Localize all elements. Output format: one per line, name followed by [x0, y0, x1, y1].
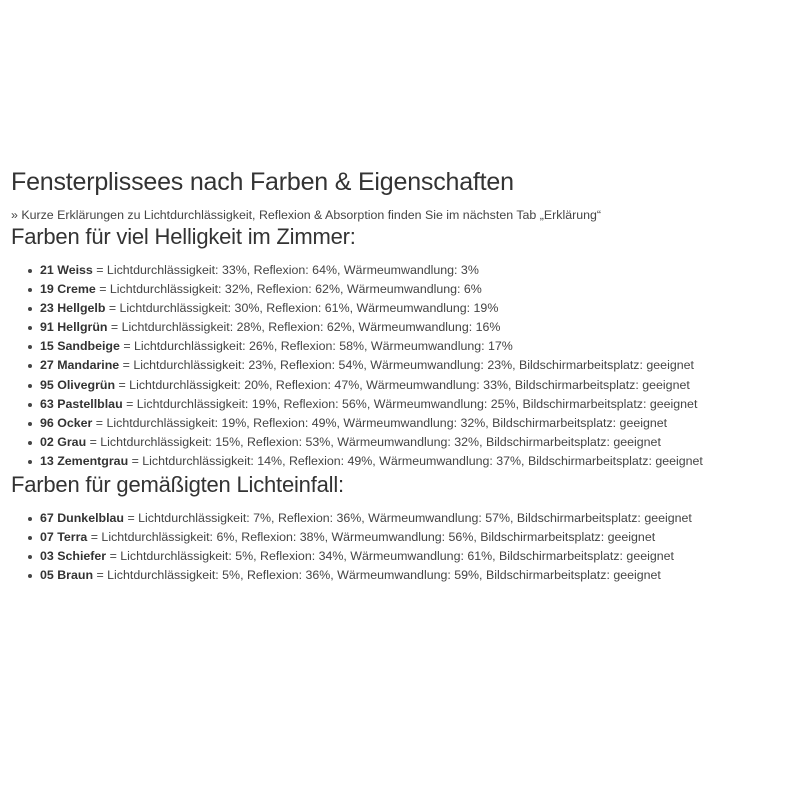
bullet-icon: [28, 555, 32, 559]
content-area: [11, 166, 796, 585]
list-item: [28, 547, 796, 566]
intro-text: » Kurze Erklärungen zu Lichtdurchlässigkeit, Reflexion & Absorption finden Sie im nächsten Tab „Erklärung“: [11, 208, 602, 222]
bullet-icon: [28, 288, 32, 292]
color-list-bright: [11, 261, 796, 471]
list-item: [28, 318, 796, 337]
color-name: 19 Creme: [40, 282, 96, 297]
list-item: [28, 395, 796, 414]
color-name: 07 Terra: [40, 530, 88, 545]
bullet-icon: [28, 326, 32, 330]
bullet-icon: [28, 460, 32, 464]
list-item: [28, 280, 796, 299]
list-item: [28, 299, 796, 318]
color-properties: = Lichtdurchlässigkeit: 15%, Reflexion: 53%, Wärmeumwandlung: 32%, Bildschirmarbeitsplatz: geeignet: [86, 434, 661, 449]
section-heading-bright: Farben für viel Helligkeit im Zimmer:: [11, 224, 356, 249]
bullet-icon: [28, 384, 32, 388]
list-item: [28, 261, 796, 280]
color-properties: = Lichtdurchlässigkeit: 19%, Reflexion: 49%, Wärmeumwandlung: 32%, Bildschirmarbeitsplatz: geeignet: [92, 415, 668, 430]
bullet-icon: [28, 422, 32, 426]
color-properties: = Lichtdurchlässigkeit: 7%, Reflexion: 36%, Wärmeumwandlung: 57%, Bildschirmarbeitsplatz: geeignet: [124, 511, 692, 526]
bullet-icon: [28, 403, 32, 407]
bullet-icon: [28, 269, 32, 273]
bullet-icon: [28, 574, 32, 578]
color-name: 95 Olivegrün: [40, 377, 116, 392]
list-item: [28, 566, 796, 585]
list-item: [28, 337, 796, 356]
list-item: [28, 356, 796, 375]
color-properties: = Lichtdurchlässigkeit: 23%, Reflexion: 54%, Wärmeumwandlung: 23%, Bildschirmarbeitsplatz: geeignet: [119, 358, 694, 373]
section-heading-moderate: Farben für gemäßigten Lichteinfall:: [11, 472, 344, 498]
color-properties: = Lichtdurchlässigkeit: 5%, Reflexion: 36%, Wärmeumwandlung: 59%, Bildschirmarbeitsplatz: geeignet: [93, 568, 661, 583]
color-properties: = Lichtdurchlässigkeit: 6%, Reflexion: 38%, Wärmeumwandlung: 56%, Bildschirmarbeitsplatz: geeignet: [87, 530, 656, 545]
color-name: 23 Hellgelb: [40, 301, 106, 316]
color-properties: = Lichtdurchlässigkeit: 33%, Reflexion: 64%, Wärmeumwandlung: 3%: [92, 263, 479, 277]
color-properties: = Lichtdurchlässigkeit: 30%, Reflexion: 61%, Wärmeumwandlung: 19%: [105, 301, 499, 316]
color-name: 67 Dunkelblau: [40, 511, 125, 526]
color-properties: = Lichtdurchlässigkeit: 5%, Reflexion: 34%, Wärmeumwandlung: 61%, Bildschirmarbeitsplatz: geeignet: [106, 549, 674, 564]
color-properties: = Lichtdurchlässigkeit: 20%, Reflexion: 47%, Wärmeumwandlung: 33%, Bildschirmarbeitsplatz: geeignet: [115, 377, 690, 392]
list-item: [28, 376, 796, 395]
color-properties: = Lichtdurchlässigkeit: 26%, Reflexion: 58%, Wärmeumwandlung: 17%: [119, 339, 513, 354]
color-name: 05 Braun: [40, 568, 94, 583]
bullet-icon: [28, 364, 32, 368]
list-item: [28, 433, 796, 452]
color-properties: = Lichtdurchlässigkeit: 14%, Reflexion: 49%, Wärmeumwandlung: 37%, Bildschirmarbeitsplatz: geeignet: [128, 453, 703, 468]
color-name: 96 Ocker: [40, 415, 93, 430]
color-name: 63 Pastellblau: [40, 396, 123, 411]
color-properties: = Lichtdurchlässigkeit: 32%, Reflexion: 62%, Wärmeumwandlung: 6%: [95, 282, 482, 297]
color-name: 27 Mandarine: [40, 358, 120, 373]
color-list-moderate: [11, 509, 796, 585]
color-name: 15 Sandbeige: [40, 339, 120, 354]
page-title: Fensterplissees nach Farben & Eigenschaften: [11, 168, 514, 196]
color-name: 03 Schiefer: [40, 549, 107, 564]
bullet-icon: [28, 517, 32, 521]
bullet-icon: [28, 536, 32, 540]
color-properties: = Lichtdurchlässigkeit: 19%, Reflexion: 56%, Wärmeumwandlung: 25%, Bildschirmarbeitsplatz: geeignet: [122, 396, 698, 411]
color-name: 21 Weiss: [40, 263, 93, 277]
list-item: [28, 452, 796, 471]
color-name: 91 Hellgrün: [40, 320, 108, 335]
color-properties: = Lichtdurchlässigkeit: 28%, Reflexion: 62%, Wärmeumwandlung: 16%: [107, 320, 501, 335]
list-item: [28, 414, 796, 433]
color-name: 13 Zementgrau: [40, 453, 129, 468]
list-item: [28, 509, 796, 528]
bullet-icon: [28, 441, 32, 445]
bullet-icon: [28, 307, 32, 311]
list-item: [28, 528, 796, 547]
color-name: 02 Grau: [40, 434, 87, 449]
bullet-icon: [28, 345, 32, 349]
